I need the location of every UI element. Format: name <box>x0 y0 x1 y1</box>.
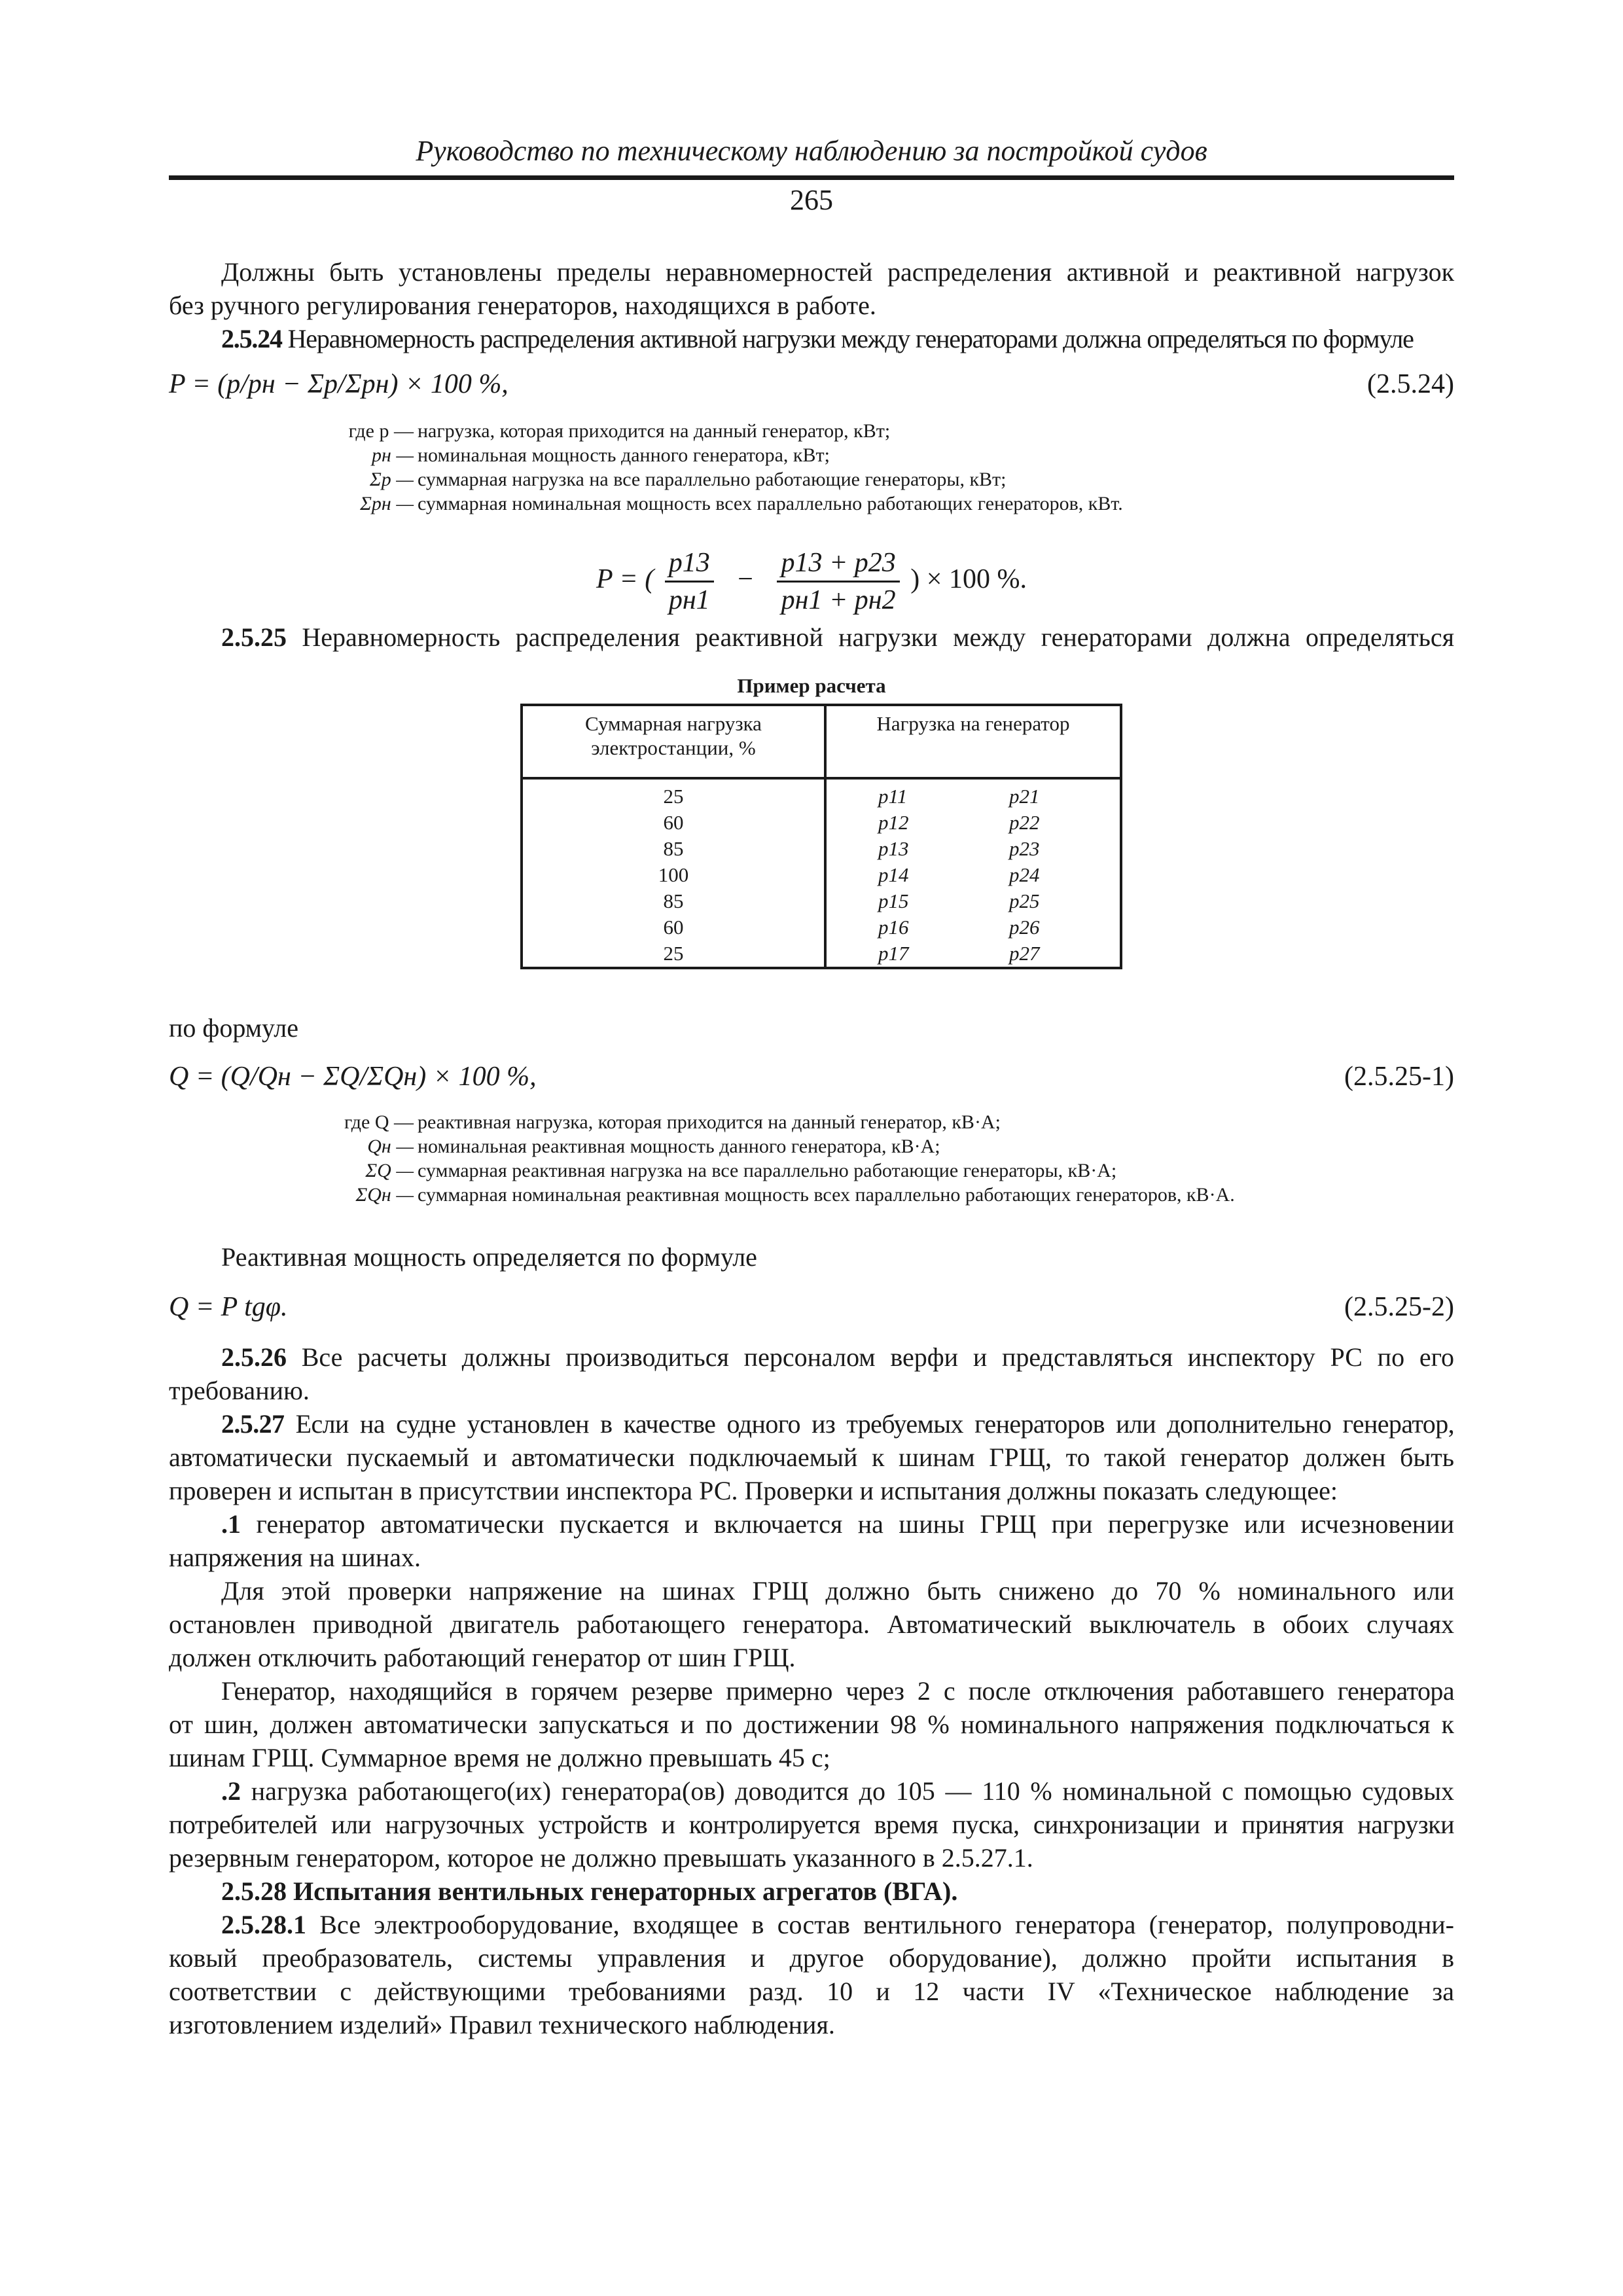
table-row: p14 p24 <box>878 863 1040 886</box>
section-2-5-24: 2.5.24 Неравномерность распределения активной нагрузки между генераторами должна определяться по формуле <box>221 324 1414 353</box>
definition-row: где p — нагрузка, которая приходится на данный генератор, кВт; <box>348 420 891 442</box>
running-header: Руководство по техническому наблюдению за постройкой судов <box>416 135 1207 167</box>
section-2-5-26: 2.5.26 Все расчеты должны производиться персоналом верфи и представляться инспектору РС по его <box>221 1342 1454 1372</box>
table-row: p16 p26 <box>878 916 1040 939</box>
fraction-1: $\frac{p13}{pн1}$ <box>665 547 714 616</box>
definition-row: ΣQн — суммарная номинальная реактивная мощность всех параллельно работающих генераторов, кВ·А. <box>355 1184 1235 1206</box>
table-row: p17 p27 <box>878 942 1040 965</box>
definition-row: ΣQ — суммарная реактивная нагрузка на все параллельно работающие генераторы, кВ·А; <box>365 1160 1117 1181</box>
body-text: 2.5.26 Все расчеты должны производиться персоналом верфи и представляться инспектору РС по его требованию. 2.5.27 Если на судне установлен в качестве одного из требуемых генераторов или дополнительно генератор, автоматически пускаемый и автоматически подключаемый к шинам ГРЩ, то такой генератор должен быть проверен и испытан в присутствии инспектора РС. Проверки и испытания должны показать следующее: .1 генератор автоматически пускается и включается на шины ГРЩ при перегрузке или исчезновении напряжения на шинах. Для этой проверки напряжение на шинах ГРЩ должно быть снижено до 70 % номинального или остановлен приводной двигатель работающего генератора. Автоматический выключатель в обоих случаях должен отключить работающий генератор от шин ГРЩ. Генератор, находящийся в горячем резерве примерно через 2 с после отключения работавшего генератора от шин, должен автоматически запускаться и по достижении 98 % номинального напряжения подключаться к шинам ГРЩ. Суммарное время не должно превышать 45 с; .2 нагрузка работающего(их) генератора(ов) доводится до 105 — 110 % номинальной с помощью судовых потребителей или нагрузочных устройств и контролируется время пуска, синхронизации и принятия нагрузки резервным генератором, которое не должно превышать указанного в 2.5.27.1. 2.5.28 Испытания вентильных генераторных агрегатов (ВГА). 2.5.28.1 Все электрооборудование, входящее в состав вентильного генератора (генератор, полупроводни- ковый преобразователь, системы управления и другое оборудование), должно пройти испытания в соответствии с действующими требованиями разд. 10 и 12 части IV «Техническое наблюдение за изготовлением изделий» Правил технического наблюдения. <box>169 1340 1454 2041</box>
po-formule: по формуле <box>169 1013 298 1043</box>
page-number: 265 <box>790 184 833 216</box>
item-1: .1 генератор автоматически пускается и включается на шины ГРЩ при перегрузке или исчезновении <box>221 1509 1454 1539</box>
header-rule <box>169 175 1454 180</box>
definition-row: Σpн — суммарная номинальная мощность всех параллельно работающих генераторов, кВт. <box>360 493 1123 514</box>
definitions-reactive-load <box>169 1110 1454 1207</box>
definitions-active-load <box>169 419 1454 516</box>
definition-row: где Q — реактивная нагрузка, которая приходится на данный генератор, кВ·А; <box>344 1111 1001 1133</box>
section-2-5-27: 2.5.27 Если на судне установлен в качестве одного из требуемых генераторов или дополнительно генератор, <box>221 1409 1454 1439</box>
definition-row: Qн — номинальная реактивная мощность данного генератора, кВ·А; <box>367 1136 940 1157</box>
example-formula: P = ( $\frac{p13}{pн1}$ − $\frac{p13 + p23}{pн1 + pн2}$ ) × 100 %. <box>596 548 1027 615</box>
table-header-total-load: Суммарная нагрузка электростанции, % <box>522 705 825 778</box>
generator-load-column <box>825 778 1121 968</box>
equation-2-5-24: P = (p/pн − Σp/Σpн) × 100 %, (2.5.24) <box>169 369 1454 399</box>
equation-2-5-25-1: Q = (Q/Qн − ΣQ/ΣQн) × 100 %, (2.5.25-1) <box>169 1062 1454 1092</box>
total-load-column: 25 60 85 100 85 60 25 <box>522 778 825 968</box>
section-2-5-28-1: 2.5.28.1 Все электрооборудование, входящее в состав вентильного генератора (генератор, полупроводни- <box>221 1910 1454 1939</box>
table-header-generator-load: Нагрузка на генератор <box>825 705 1121 778</box>
reactive-intro: Реактивная мощность определяется по формуле <box>221 1242 757 1272</box>
intro-paragraph: Должны быть установлены пределы неравномерностей распределения активной и реактивной нагрузок без ручного регулирования генераторов, находящихся в работе. 2.5.24 Неравномерность распределения активной нагрузки между генераторами должна определяться по формуле <box>169 255 1454 355</box>
section-2-5-28: 2.5.28 Испытания вентильных генераторных агрегатов (ВГА). <box>221 1876 958 1906</box>
table-row: p12 p22 <box>878 811 1040 834</box>
equation-2-5-25-2: Q = P tgφ. (2.5.25-2) <box>169 1292 1454 1322</box>
definition-row: Σp — суммарная нагрузка на все параллельно работающие генераторы, кВт; <box>369 469 1007 490</box>
item-2: .2 нагрузка работающего(их) генератора(ов) доводится до 105 — 110 % номинальной с помощью судовых <box>221 1776 1454 1806</box>
table-row: p15 p25 <box>878 889 1040 912</box>
table-row: p13 p23 <box>878 837 1040 860</box>
example-table <box>520 704 1122 969</box>
section-2-5-25: 2.5.25 Неравномерность распределения реактивной нагрузки между генераторами должна определяться <box>221 622 1454 652</box>
definition-row: pн — номинальная мощность данного генератора, кВт; <box>371 444 830 466</box>
table-row: p11 p21 <box>878 785 1040 808</box>
fraction-2: $\frac{p13 + p23}{pн1 + pн2}$ <box>777 547 899 616</box>
table-caption: Пример расчета <box>737 674 886 697</box>
